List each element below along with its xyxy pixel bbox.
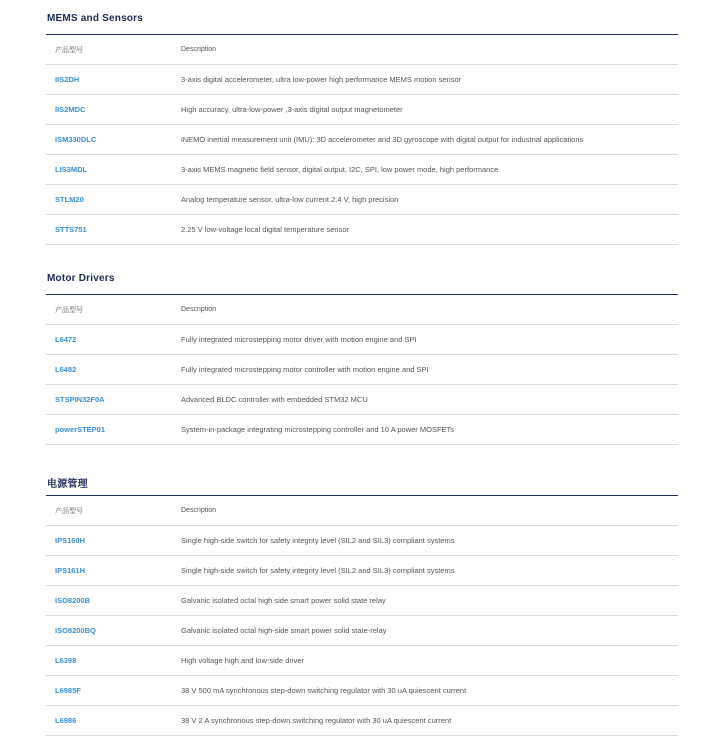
part-number-link[interactable]: STTS751 — [46, 215, 172, 245]
column-header-part: 产品型号 — [46, 496, 172, 526]
table-row — [46, 95, 678, 125]
part-description: iNEMO inertial measurement unit (IMU): 3D accelerometer and 3D gyroscope with digital output for industrial applications — [172, 125, 678, 155]
part-description: 38 V 500 mA synchronous step-down switching regulator with 30 uA quiescent current — [172, 676, 678, 706]
part-description: 3-axis MEMS magnetic field sensor, digital output, I2C, SPI, low power mode, high performance — [172, 155, 678, 185]
part-number-link[interactable]: IPS160H — [46, 526, 172, 556]
part-description: Single high-side switch for safety integrity level (SIL2 and SIL3) compliant systems — [172, 556, 678, 586]
part-number-link[interactable]: L6986 — [46, 706, 172, 736]
part-description: Advanced BLDC controller with embedded STM32 MCU — [172, 385, 678, 415]
product-table — [46, 495, 678, 736]
part-number-link[interactable]: ISO8200B — [46, 586, 172, 616]
column-header-description: Description — [172, 35, 678, 65]
part-description: 3-axis digital accelerometer, ultra low-power high performance MEMS motion sensor — [172, 65, 678, 95]
part-number-link[interactable]: ISO8200BQ — [46, 616, 172, 646]
part-number-link[interactable]: ISM330DLC — [46, 125, 172, 155]
part-number-link[interactable]: L6472 — [46, 325, 172, 355]
product-table — [46, 294, 678, 445]
column-header-description: Description — [172, 496, 678, 526]
section-title: 电源管理 — [47, 479, 88, 490]
table-row — [46, 215, 678, 245]
part-description: High voltage high and low-side driver — [172, 646, 678, 676]
part-number-link[interactable]: STSPIN32F0A — [46, 385, 172, 415]
table-row — [46, 556, 678, 586]
column-header-part: 产品型号 — [46, 35, 172, 65]
table-row — [46, 65, 678, 95]
part-number-link[interactable]: IIS2MDC — [46, 95, 172, 125]
table-row — [46, 646, 678, 676]
table-row — [46, 325, 678, 355]
part-description: System-in-package integrating microstepping controller and 10 A power MOSFETs — [172, 415, 678, 445]
section-title: MEMS and Sensors — [47, 13, 143, 24]
table-row — [46, 185, 678, 215]
part-description: Analog temperature sensor, ultra-low current 2.4 V, high precision — [172, 185, 678, 215]
table-header-row — [46, 35, 678, 65]
part-description: Fully integrated microstepping motor controller with motion engine and SPI — [172, 355, 678, 385]
table-row — [46, 616, 678, 646]
part-number-link[interactable]: L6398 — [46, 646, 172, 676]
part-description: Single high-side switch for safety integrity level (SIL2 and SIL3) compliant systems — [172, 526, 678, 556]
part-description: Fully integrated microstepping motor driver with motion engine and SPI — [172, 325, 678, 355]
part-number-link[interactable]: IIS2DH — [46, 65, 172, 95]
table-row — [46, 676, 678, 706]
table-header-row — [46, 496, 678, 526]
column-header-description: Description — [172, 295, 678, 325]
table-row — [46, 155, 678, 185]
part-number-link[interactable]: STLM20 — [46, 185, 172, 215]
part-number-link[interactable]: L6482 — [46, 355, 172, 385]
table-row — [46, 385, 678, 415]
part-description: Galvanic isolated octal high-side smart power solid state-relay — [172, 616, 678, 646]
table-row — [46, 586, 678, 616]
part-number-link[interactable]: IPS161H — [46, 556, 172, 586]
part-number-link[interactable]: LIS3MDL — [46, 155, 172, 185]
column-header-part: 产品型号 — [46, 295, 172, 325]
table-row — [46, 706, 678, 736]
table-row — [46, 125, 678, 155]
part-description: 2.25 V low-voltage local digital temperature sensor — [172, 215, 678, 245]
section-title: Motor Drivers — [47, 273, 115, 284]
product-table — [46, 34, 678, 245]
table-row — [46, 415, 678, 445]
part-description: Galvanic isolated octal high side smart power solid state relay — [172, 586, 678, 616]
table-header-row — [46, 295, 678, 325]
part-number-link[interactable]: L6985F — [46, 676, 172, 706]
part-number-link[interactable]: powerSTEP01 — [46, 415, 172, 445]
part-description: High accuracy, ultra-low-power ,3-axis digital output magnetometer — [172, 95, 678, 125]
part-description: 38 V 2 A synchronous step-down switching regulator with 30 uA quiescent current — [172, 706, 678, 736]
table-row — [46, 526, 678, 556]
table-row — [46, 355, 678, 385]
